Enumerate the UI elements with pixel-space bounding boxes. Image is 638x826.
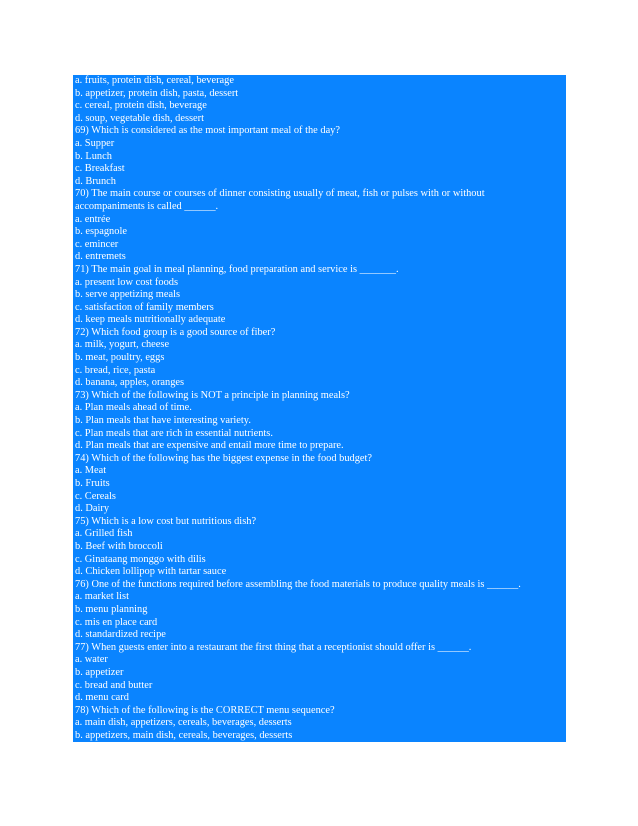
- text-line: b. menu planning: [75, 603, 148, 615]
- text-line: d. keep meals nutritionally adequate: [75, 314, 226, 326]
- text-line: c. mis en place card: [75, 616, 158, 628]
- text-line: a. fruits, protein dish, cereal, beverage: [75, 75, 234, 86]
- text-line: d. Plan meals that are expensive and entail more time to prepare.: [75, 440, 344, 452]
- text-line: d. Dairy: [75, 503, 110, 515]
- text-line: b. Beef with broccoli: [75, 540, 163, 552]
- text-line: b. appetizers, main dish, cereals, beverages, desserts: [75, 729, 293, 741]
- text-line: c. cereal, protein dish, beverage: [75, 100, 207, 112]
- text-line: 76) One of the functions required before assembling the food materials to produce quality meals is ______.: [75, 578, 521, 590]
- text-line: a. water: [75, 654, 108, 666]
- text-line: b. espagnole: [75, 226, 127, 238]
- text-line: 78) Which of the following is the CORRECT menu sequence?: [75, 704, 335, 716]
- text-line: a. Supper: [75, 137, 115, 149]
- text-line: 71) The main goal in meal planning, food preparation and service is _______.: [75, 263, 399, 275]
- text-line: a. milk, yogurt, cheese: [75, 339, 170, 351]
- text-line: b. meat, poultry, eggs: [75, 352, 165, 364]
- text-line: d. standardized recipe: [75, 629, 166, 641]
- text-line: c. Breakfast: [75, 163, 125, 175]
- text-line: c. Plan meals that are rich in essential nutrients.: [75, 427, 273, 439]
- text-line: a. entrée: [75, 213, 111, 225]
- text-line: a. Meat: [75, 465, 107, 477]
- text-line: 77) When guests enter into a restaurant the first thing that a receptionist should offer is ______.: [75, 641, 472, 653]
- text-line: c. emincer: [75, 238, 119, 250]
- text-line: c. satisfaction of family members: [75, 301, 214, 313]
- text-line: d. Brunch: [75, 175, 116, 187]
- text-line: b. serve appetizing meals: [75, 289, 181, 301]
- text-line: a. Grilled fish: [75, 528, 133, 540]
- text-line: a. Plan meals ahead of time.: [75, 402, 192, 414]
- text-line: d. menu card: [75, 692, 129, 704]
- text-line: accompaniments is called ______.: [75, 200, 219, 212]
- text-line: 73) Which of the following is NOT a principle in planning meals?: [75, 389, 350, 401]
- text-line: d. soup, vegetable dish, dessert: [75, 112, 204, 124]
- text-line: a. market list: [75, 591, 129, 603]
- text-line: d. Chicken lollipop with tartar sauce: [75, 566, 227, 578]
- text-line: a. present low cost foods: [75, 276, 179, 288]
- text-line: c. bread, rice, pasta: [75, 364, 156, 376]
- text-line: b. appetizer, protein dish, pasta, dessert: [75, 87, 239, 99]
- text-line: b. appetizer: [75, 666, 124, 678]
- text-line: 75) Which is a low cost but nutritious dish?: [75, 515, 257, 527]
- text-line: b. Lunch: [75, 150, 112, 162]
- text-line: 70) The main course or courses of dinner consisting usually of meat, fish or pulses with or without: [75, 188, 485, 200]
- text-line: c. Cereals: [75, 490, 116, 502]
- text-line: 74) Which of the following has the biggest expense in the food budget?: [75, 452, 373, 464]
- highlighted-text-block: [73, 75, 566, 742]
- text-line: 72) Which food group is a good source of fiber?: [75, 326, 276, 338]
- text-line: a. main dish, appetizers, cereals, beverages, desserts: [75, 717, 292, 729]
- text-line: d. banana, apples, oranges: [75, 377, 185, 389]
- text-line: 69) Which is considered as the most important meal of the day?: [75, 125, 340, 137]
- text-line: c. Ginataang monggo with dilis: [75, 553, 206, 565]
- text-line: b. Fruits: [75, 478, 110, 489]
- text-line: c. bread and butter: [75, 679, 153, 691]
- text-line: d. entremets: [75, 251, 126, 263]
- text-line: b. Plan meals that have interesting variety.: [75, 415, 251, 427]
